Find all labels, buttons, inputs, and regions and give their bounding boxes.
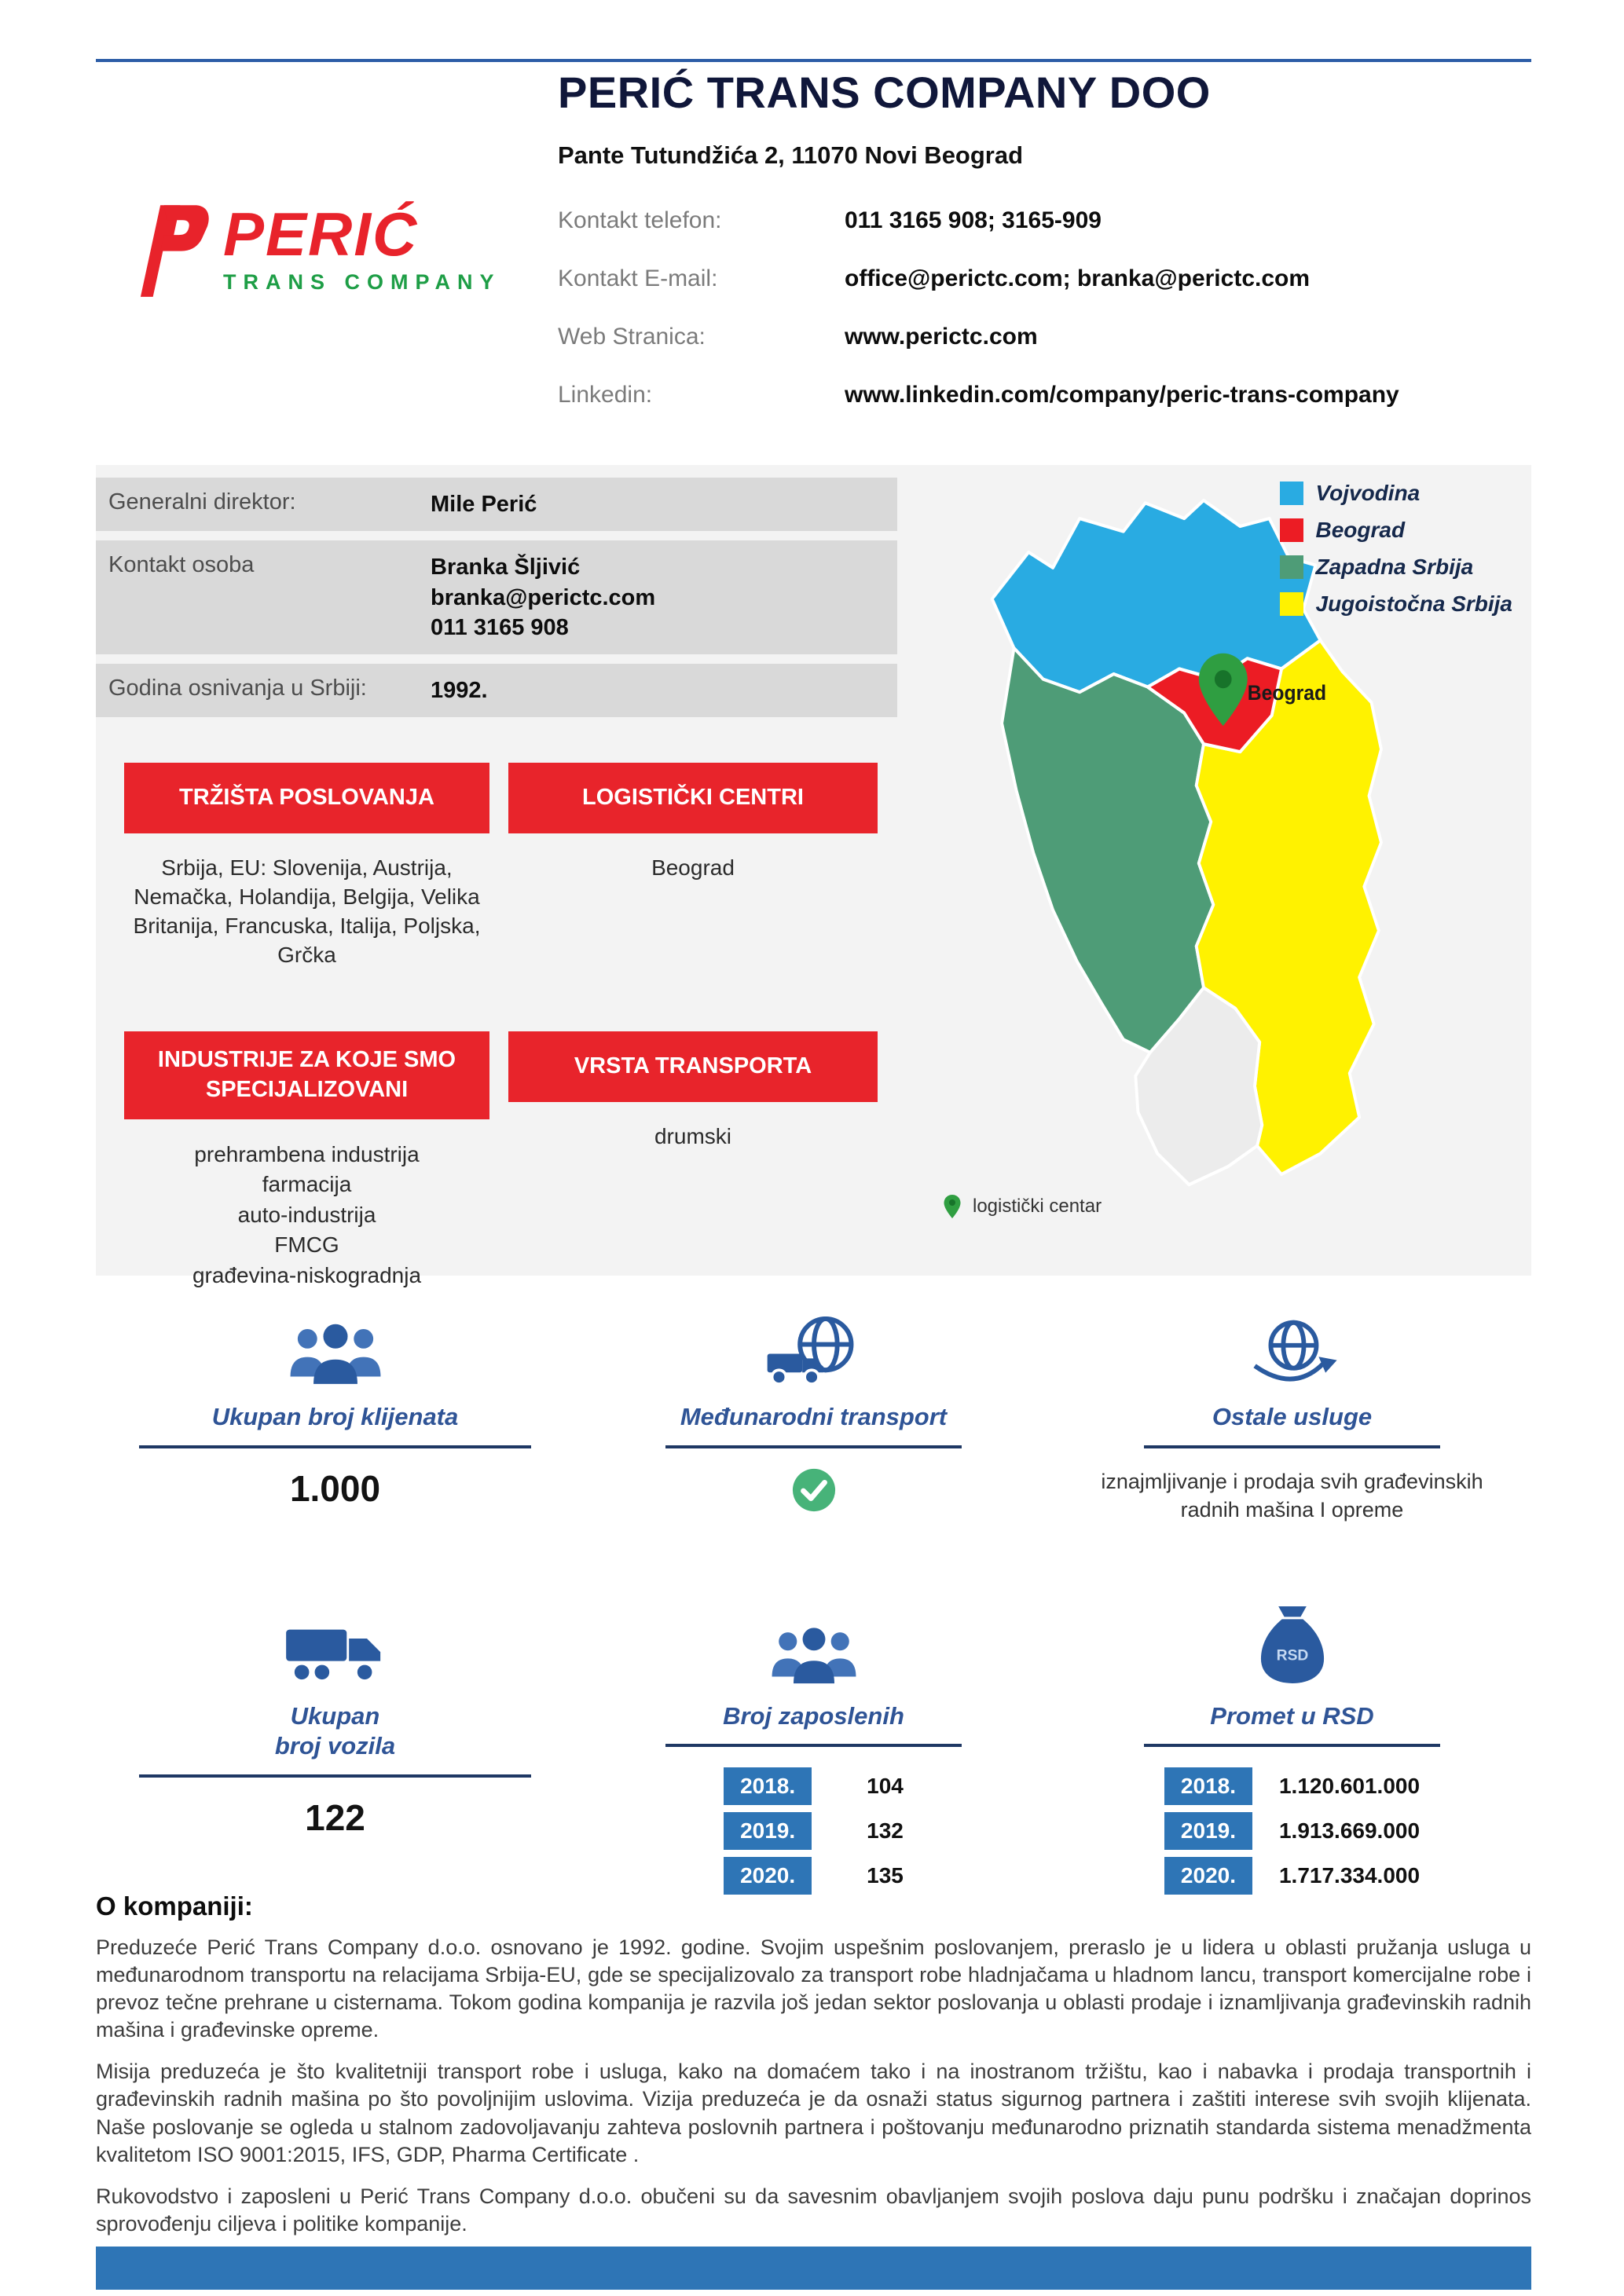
markets-body: Srbija, EU: Slovenija, Austrija, Nemačka, Holandija, Belgija, Velika Britanija, Francuska, Italija, Poljska, Grčka <box>133 855 481 968</box>
about-paragraph: Rukovodstvo i zaposleni u Perić Trans Company d.o.o. obučeni su da savesnim obavljanjem svojih poslova daju punu podršku i značajan doprinos sprovođenju ciljeva i politike kompanije. <box>96 2184 1531 2236</box>
map-pin-center <box>1215 670 1232 688</box>
top-divider <box>96 59 1531 62</box>
contact-label: Kontakt telefon: <box>558 207 722 233</box>
markets-title: TRŽIŠTA POSLOVANJA <box>124 763 489 833</box>
legend-item-beograd: Beograd <box>1280 518 1513 543</box>
stat-vehicles <box>96 1599 574 1902</box>
people-group-icon <box>771 1599 857 1686</box>
about-section <box>96 1891 1531 2252</box>
logistics-body: Beograd <box>651 855 735 881</box>
check-icon <box>791 1467 837 1517</box>
legend-swatch-green <box>1280 555 1303 579</box>
contact-row-linkedin <box>558 382 1531 408</box>
logo-wordmark: PERIĆ <box>223 200 419 269</box>
rsd-bag-text: RSD <box>1276 1646 1308 1664</box>
info-label: Kontakt osoba <box>108 552 255 578</box>
details-column <box>96 465 897 1288</box>
category-boxes <box>124 763 878 1291</box>
table-row: 2020. 135 <box>724 1857 904 1895</box>
people-group-icon <box>289 1300 382 1386</box>
legend-swatch-red <box>1280 518 1303 542</box>
legend-swatch-yellow <box>1280 592 1303 616</box>
divider-line <box>665 1445 962 1448</box>
stat-label: Ukupan broj vozila <box>274 1701 396 1760</box>
email-link[interactable]: office@perictc.com; branka@perictc.com <box>845 265 1311 291</box>
info-value: Mile Perić <box>431 492 537 517</box>
company-details-band <box>96 465 1531 1288</box>
footer-bar <box>96 2247 1531 2290</box>
contact-row-web <box>558 324 1531 350</box>
transport-body: drumski <box>654 1124 731 1149</box>
phone-value: 011 3165 908; 3165-909 <box>845 207 1102 233</box>
stat-label: Ukupan broj klijenata <box>211 1403 459 1430</box>
legend-item-zapadna: Zapadna Srbija <box>1280 555 1513 580</box>
money-bag-icon <box>1256 1599 1329 1686</box>
table-row: 2019. 1.913.669.000 <box>1164 1812 1420 1850</box>
industries-title: INDUSTRIJE ZA KOJE SMO SPECIJALIZOVANI <box>124 1031 489 1119</box>
contact-row-email <box>558 265 1531 292</box>
stat-label: Promet u RSD <box>1210 1701 1374 1730</box>
logistics-box <box>508 763 878 970</box>
website-link[interactable]: www.perictc.com <box>845 324 1038 350</box>
divider-line <box>665 1744 962 1747</box>
region-vojvodina <box>992 500 1321 692</box>
statistics-section <box>96 1300 1531 1902</box>
markets-box <box>124 763 489 970</box>
stat-clients <box>96 1300 574 1525</box>
info-row-founded <box>96 664 897 717</box>
company-logo <box>123 200 501 299</box>
info-value: Branka Šljivić branka@perictc.com 011 3165 908 <box>431 555 656 640</box>
contact-row-phone <box>558 207 1531 234</box>
divider-line <box>1144 1744 1441 1747</box>
table-row: 2018. 1.120.601.000 <box>1164 1767 1420 1805</box>
other-services-text: iznajmljivanje i prodaja svih građevinskih radnih mašina I opreme <box>1101 1469 1483 1522</box>
logo-p-icon <box>123 200 211 299</box>
stat-intl-transport <box>574 1300 1053 1525</box>
divider-line <box>1144 1445 1441 1448</box>
clients-value: 1.000 <box>289 1467 381 1509</box>
contact-label: Kontakt E-mail: <box>558 265 718 291</box>
stat-other-services <box>1053 1300 1531 1525</box>
employees-table <box>724 1767 904 1902</box>
transport-box <box>508 1031 878 1291</box>
page-title: PERIĆ TRANS COMPANY DOO <box>558 68 1211 117</box>
revenue-table <box>1164 1767 1420 1902</box>
globe-arrow-icon <box>1247 1300 1338 1386</box>
map-legend <box>1280 481 1513 628</box>
industries-box <box>124 1031 489 1291</box>
info-label: Godina osnivanja u Srbiji: <box>108 676 367 701</box>
pin-caption: logistički centar <box>943 1194 1102 1219</box>
truck-icon <box>284 1599 387 1686</box>
stat-label: Broj zaposlenih <box>723 1701 904 1730</box>
info-value: 1992. <box>431 678 488 704</box>
about-paragraph: Misija preduzeća je što kvalitetniji transport robe i usluga, kako na domaćem tako i na inostranom tržištu, kao i nabavka i prodaja transportnih i građevinskih radnih mašina po što povoljnijim uslovima. Vizija preduzeća je da osnaži status sigurnog partnera i zaštiti interese svih svojih klijenata. Naše poslovanje se ogleda u stalnom zadovoljavanju zahteva poslovnih partnera i poštovanju međunarodno priznatih standarda sistema menadžmenta kvalitetom ISO 9001:2015, IFS, GDP, Pharma Certificate . <box>96 2060 1531 2166</box>
transport-title: VRSTA TRANSPORTA <box>508 1031 878 1102</box>
info-row-contact-person <box>96 540 897 654</box>
contact-label: Linkedin: <box>558 382 653 408</box>
vehicles-value: 122 <box>305 1797 365 1839</box>
linkedin-link[interactable]: www.linkedin.com/company/peric-trans-company <box>845 382 1399 408</box>
stat-employees <box>574 1599 1053 1902</box>
legend-swatch-blue <box>1280 482 1303 505</box>
legend-item-jugoistocna: Jugoistočna Srbija <box>1280 591 1513 617</box>
header <box>96 67 1531 452</box>
company-address: Pante Tutundžića 2, 11070 Novi Beograd <box>558 141 1024 169</box>
stat-label: Međunarodni transport <box>680 1403 948 1430</box>
table-row: 2020. 1.717.334.000 <box>1164 1857 1420 1895</box>
divider-line <box>139 1774 531 1778</box>
table-row: 2019. 132 <box>724 1812 904 1850</box>
info-row-director <box>96 478 897 531</box>
info-label: Generalni direktor: <box>108 489 296 514</box>
map-panel <box>897 465 1531 1276</box>
table-row: 2018. 104 <box>724 1767 904 1805</box>
contact-label: Web Stranica: <box>558 324 706 350</box>
small-pin-icon <box>943 1194 962 1219</box>
logistics-title: LOGISTIČKI CENTRI <box>508 763 878 833</box>
about-paragraph: Preduzeće Perić Trans Company d.o.o. osnovano je 1992. godine. Svojim uspešnim poslovanjem, preraslo je u lidera u oblasti pružanja usluga u međunarodnom transportu na relacijama Srbija-EU, gde se specijalizovalo za transport robe hladnjačama u hladnom lancu, transport komercijalne robe i prevoz tečne prehrane u cisternama. Tokom godina kompanija je razvila još jedan sektor poslovanja u oblasti prodaje i iznamljivanja građevinskih radnih mašina i građevinske opreme. <box>96 1935 1531 2042</box>
about-heading: O kompaniji: <box>96 1891 253 1921</box>
divider-line <box>139 1445 531 1448</box>
industries-body: prehrambena industrija farmacija auto-industrija FMCG građevina-niskogradnja <box>192 1141 422 1288</box>
logo-subtitle: TRANS COMPANY <box>223 269 501 294</box>
city-label: Beograd <box>1247 682 1327 705</box>
stat-label: Ostale usluge <box>1212 1403 1373 1430</box>
truck-globe-icon <box>764 1300 863 1386</box>
header-info <box>558 67 1531 408</box>
legend-item-vojvodina: Vojvodina <box>1280 481 1513 506</box>
stat-revenue <box>1053 1599 1531 1902</box>
